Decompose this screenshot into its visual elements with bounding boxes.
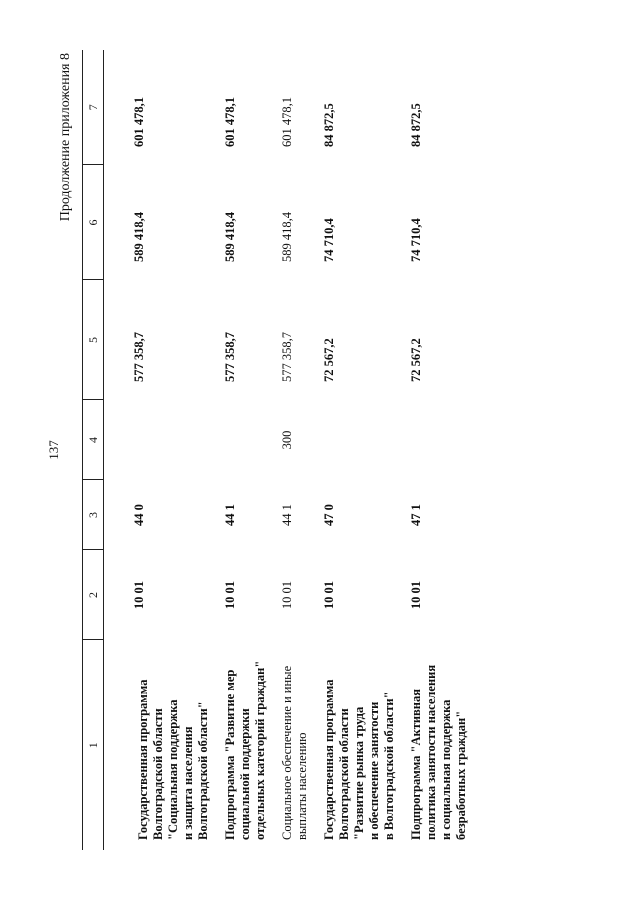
amount-cell: 84 872,5: [409, 103, 423, 147]
amount-cell: 601 478,1: [280, 97, 294, 147]
row-name-line: "Социальная поддержка: [166, 699, 180, 840]
amount-cell: 577 358,7: [132, 332, 146, 382]
amount-cell: 589 418,4: [280, 212, 294, 262]
amount-cell: 601 478,1: [223, 97, 237, 147]
amount-cell: 577 358,7: [280, 332, 294, 382]
column-header: 7: [83, 50, 104, 165]
row-name-line: Подпрограмма "Активная: [409, 688, 423, 840]
section-code-cell: 10 01: [132, 580, 146, 610]
column-header: 3: [83, 480, 104, 550]
column-header: 1: [83, 640, 104, 850]
row-name-line: Государственная программа: [322, 679, 336, 840]
row-name-line: Волгоградской области: [337, 708, 351, 840]
table-row: [211, 50, 268, 850]
row-name-cell: [268, 640, 310, 850]
row-name-line: политика занятости населения: [424, 664, 438, 840]
section-code-cell: 10 01: [223, 580, 237, 610]
appendix-note: Продолжение приложения 8: [58, 53, 73, 222]
row-name-line: и социальная поддержка: [439, 699, 453, 840]
row-name-line: "Развитие рынка труда: [352, 706, 366, 840]
row-name-line: в Волгоградской области": [382, 691, 396, 840]
column-header: 4: [83, 400, 104, 480]
target-code-cell: 44 0: [132, 504, 146, 526]
expense-type-cell: [397, 400, 469, 480]
amount-cell: 601 478,1: [132, 97, 146, 147]
row-name-line: Социальное обеспечение и иные: [280, 665, 294, 840]
expense-type-cell: 300: [280, 430, 294, 450]
table-row: [310, 50, 397, 850]
amount-cell: 74 710,4: [409, 218, 423, 262]
amount-cell: 577 358,7: [223, 332, 237, 382]
row-name-line: Государственная программа: [136, 679, 150, 840]
column-header: 6: [83, 165, 104, 280]
amount-cell: 72 567,2: [322, 338, 336, 382]
target-code-cell: 44 1: [280, 504, 294, 526]
row-name-line: отдельных категорий граждан": [253, 660, 267, 840]
target-code-cell: 47 1: [409, 504, 423, 526]
column-header: 2: [83, 550, 104, 640]
row-name-line: Подпрограмма "Развитие мер: [223, 669, 237, 840]
table-row: [104, 50, 212, 850]
row-name-cell: [310, 640, 397, 850]
expense-type-cell: [211, 400, 268, 480]
section-code-cell: 10 01: [322, 580, 336, 610]
row-name-line: выплаты населению: [295, 732, 309, 840]
document-page: [40, 20, 600, 880]
section-code-cell: 10 01: [409, 580, 423, 610]
amount-cell: 84 872,5: [322, 103, 336, 147]
row-name-cell: [104, 640, 212, 850]
section-code-cell: 10 01: [280, 580, 294, 610]
row-name-line: Волгоградской области": [196, 701, 210, 840]
target-code-cell: 44 1: [223, 504, 237, 526]
amount-cell: 589 418,4: [132, 212, 146, 262]
budget-table: [82, 50, 469, 850]
expense-type-cell: [104, 400, 212, 480]
table-header-row: [83, 50, 104, 850]
row-name-line: и обеспечение занятости: [367, 701, 381, 840]
column-header: 5: [83, 280, 104, 400]
row-name-cell: [211, 640, 268, 850]
amount-cell: 589 418,4: [223, 212, 237, 262]
row-name-line: Волгоградской области: [151, 708, 165, 840]
row-name-line: и защита населения: [181, 726, 195, 840]
table-row: [397, 50, 469, 850]
page-number: 137: [46, 440, 61, 460]
row-name-line: безработных граждан": [454, 710, 468, 840]
table-row: [268, 50, 310, 850]
amount-cell: 72 567,2: [409, 338, 423, 382]
target-code-cell: 47 0: [322, 504, 336, 526]
row-name-cell: [397, 640, 469, 850]
row-name-line: социальной поддержки: [238, 708, 252, 840]
amount-cell: 74 710,4: [322, 218, 336, 262]
expense-type-cell: [310, 400, 397, 480]
